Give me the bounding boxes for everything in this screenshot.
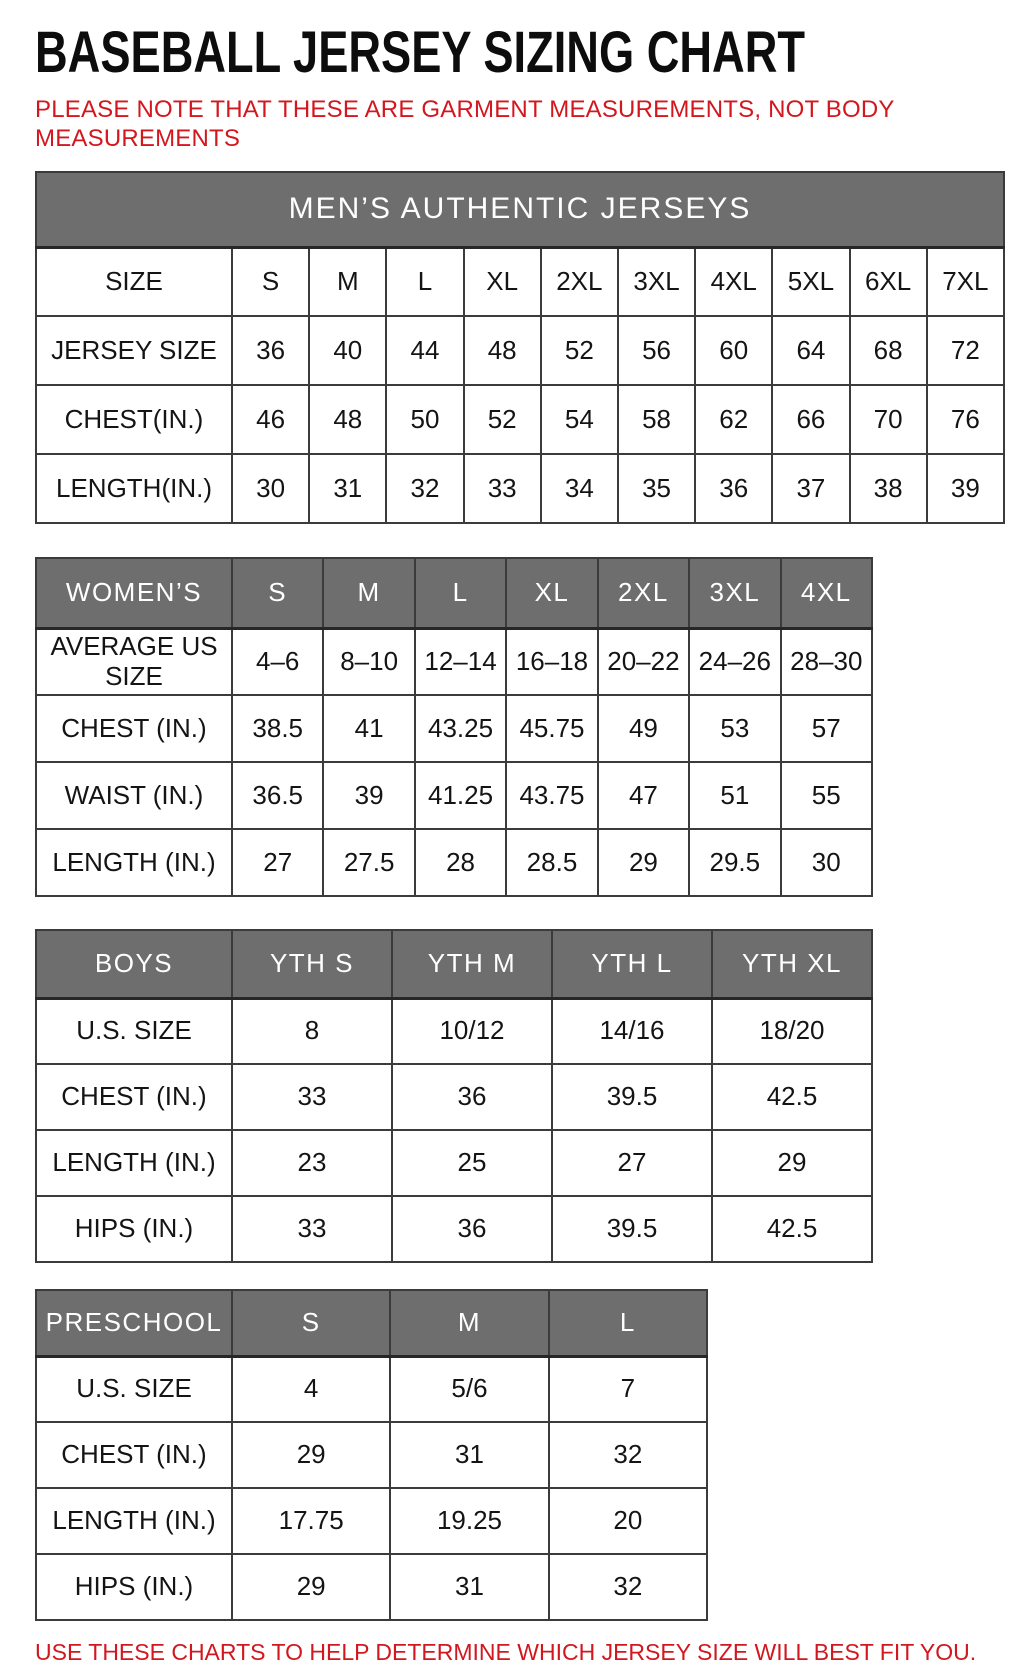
womens-header-row — [36, 558, 872, 628]
value-cell: 52 — [541, 316, 618, 385]
value-cell: 23 — [232, 1130, 392, 1196]
value-cell: 32 — [386, 454, 463, 523]
value-cell: 70 — [850, 385, 927, 454]
value-cell: 48 — [309, 385, 386, 454]
column-header: 4XL — [781, 558, 872, 628]
value-cell: 29 — [232, 1554, 390, 1620]
value-cell: 38 — [850, 454, 927, 523]
value-cell: 33 — [232, 1064, 392, 1130]
table-row — [36, 695, 872, 762]
value-cell: 30 — [232, 454, 309, 523]
value-cell: 2XL — [541, 247, 618, 316]
table-row — [36, 1554, 707, 1620]
table-row — [36, 1196, 872, 1262]
column-header: YTH S — [232, 930, 392, 998]
table-row — [36, 1064, 872, 1130]
value-cell: 43.75 — [506, 762, 597, 829]
value-cell: 12–14 — [415, 628, 506, 695]
value-cell: 56 — [618, 316, 695, 385]
value-cell: 7 — [549, 1356, 707, 1422]
table-row — [36, 1130, 872, 1196]
value-cell: 24–26 — [689, 628, 780, 695]
value-cell: 28.5 — [506, 829, 597, 896]
table-row — [36, 385, 1004, 454]
garment-measurements-note: PLEASE NOTE THAT THESE ARE GARMENT MEASUREMENTS, NOT BODY MEASUREMENTS — [35, 96, 895, 152]
value-cell: 7XL — [927, 247, 1004, 316]
value-cell: 33 — [232, 1196, 392, 1262]
value-cell: 28–30 — [781, 628, 872, 695]
value-cell: 30 — [781, 829, 872, 896]
value-cell: 36 — [392, 1064, 552, 1130]
womens-sizing-table — [35, 557, 873, 897]
value-cell: 31 — [390, 1554, 548, 1620]
row-label: CHEST (IN.) — [36, 1064, 232, 1130]
value-cell: 29 — [712, 1130, 872, 1196]
table-row — [36, 316, 1004, 385]
preschool-corner-header: PRESCHOOL — [36, 1290, 232, 1356]
mens-sizing-table — [35, 171, 1005, 524]
value-cell: 10/12 — [392, 998, 552, 1064]
value-cell: 52 — [464, 385, 541, 454]
row-label: HIPS (IN.) — [36, 1554, 232, 1620]
page-title: BASEBALL JERSEY SIZING CHART — [35, 20, 806, 85]
value-cell: 32 — [549, 1422, 707, 1488]
value-cell: S — [232, 247, 309, 316]
value-cell: 27.5 — [323, 829, 414, 896]
value-cell: 64 — [772, 316, 849, 385]
mens-table-banner: MEN’S AUTHENTIC JERSEYS — [36, 172, 1004, 247]
value-cell: 25 — [392, 1130, 552, 1196]
value-cell: 40 — [309, 316, 386, 385]
value-cell: 16–18 — [506, 628, 597, 695]
value-cell: 34 — [541, 454, 618, 523]
value-cell: 44 — [386, 316, 463, 385]
value-cell: 50 — [386, 385, 463, 454]
value-cell: 29.5 — [689, 829, 780, 896]
value-cell: 27 — [232, 829, 323, 896]
preschool-header-row — [36, 1290, 707, 1356]
value-cell: M — [309, 247, 386, 316]
value-cell: 20 — [549, 1488, 707, 1554]
womens-corner-header: WOMEN’S — [36, 558, 232, 628]
column-header: YTH M — [392, 930, 552, 998]
value-cell: 62 — [695, 385, 772, 454]
row-label: CHEST (IN.) — [36, 695, 232, 762]
value-cell: 14/16 — [552, 998, 712, 1064]
column-header: 2XL — [598, 558, 689, 628]
value-cell: 31 — [309, 454, 386, 523]
value-cell: 4XL — [695, 247, 772, 316]
column-header: XL — [506, 558, 597, 628]
value-cell: 4–6 — [232, 628, 323, 695]
table-row — [36, 454, 1004, 523]
value-cell: 29 — [232, 1422, 390, 1488]
value-cell: 51 — [689, 762, 780, 829]
row-label: JERSEY SIZE — [36, 316, 232, 385]
value-cell: 57 — [781, 695, 872, 762]
column-header: S — [232, 558, 323, 628]
value-cell: 38.5 — [232, 695, 323, 762]
column-header: M — [390, 1290, 548, 1356]
value-cell: 36 — [695, 454, 772, 523]
row-label: WAIST (IN.) — [36, 762, 232, 829]
value-cell: 6XL — [850, 247, 927, 316]
value-cell: 58 — [618, 385, 695, 454]
row-label: U.S. SIZE — [36, 1356, 232, 1422]
value-cell: 41 — [323, 695, 414, 762]
value-cell: 60 — [695, 316, 772, 385]
row-label: LENGTH (IN.) — [36, 829, 232, 896]
value-cell: 18/20 — [712, 998, 872, 1064]
value-cell: 27 — [552, 1130, 712, 1196]
value-cell: XL — [464, 247, 541, 316]
column-header: L — [415, 558, 506, 628]
value-cell: 35 — [618, 454, 695, 523]
value-cell: 32 — [549, 1554, 707, 1620]
value-cell: 76 — [927, 385, 1004, 454]
row-label: AVERAGE US SIZE — [36, 628, 232, 695]
row-label: CHEST (IN.) — [36, 1422, 232, 1488]
value-cell: 49 — [598, 695, 689, 762]
value-cell: 36.5 — [232, 762, 323, 829]
table-row — [36, 1488, 707, 1554]
value-cell: 36 — [392, 1196, 552, 1262]
table-row — [36, 762, 872, 829]
value-cell: 8–10 — [323, 628, 414, 695]
value-cell: 39 — [927, 454, 1004, 523]
row-label: LENGTH(IN.) — [36, 454, 232, 523]
column-header: S — [232, 1290, 390, 1356]
table-row — [36, 628, 872, 695]
value-cell: 5/6 — [390, 1356, 548, 1422]
table-row — [36, 1356, 707, 1422]
value-cell: 42.5 — [712, 1196, 872, 1262]
value-cell: 29 — [598, 829, 689, 896]
boys-sizing-table — [35, 929, 873, 1263]
value-cell: 3XL — [618, 247, 695, 316]
value-cell: 39.5 — [552, 1196, 712, 1262]
value-cell: 48 — [464, 316, 541, 385]
boys-corner-header: BOYS — [36, 930, 232, 998]
column-header: 3XL — [689, 558, 780, 628]
column-header: M — [323, 558, 414, 628]
value-cell: 19.25 — [390, 1488, 548, 1554]
value-cell: 54 — [541, 385, 618, 454]
table-row — [36, 1422, 707, 1488]
value-cell: 4 — [232, 1356, 390, 1422]
mens-table-banner-row — [36, 172, 1004, 247]
table-row — [36, 998, 872, 1064]
value-cell: 17.75 — [232, 1488, 390, 1554]
value-cell: L — [386, 247, 463, 316]
column-header: L — [549, 1290, 707, 1356]
table-row — [36, 829, 872, 896]
column-header: YTH XL — [712, 930, 872, 998]
row-label: U.S. SIZE — [36, 998, 232, 1064]
value-cell: 36 — [232, 316, 309, 385]
value-cell: 20–22 — [598, 628, 689, 695]
value-cell: 28 — [415, 829, 506, 896]
value-cell: 55 — [781, 762, 872, 829]
boys-header-row — [36, 930, 872, 998]
value-cell: 33 — [464, 454, 541, 523]
row-label: HIPS (IN.) — [36, 1196, 232, 1262]
value-cell: 39.5 — [552, 1064, 712, 1130]
value-cell: 5XL — [772, 247, 849, 316]
value-cell: 72 — [927, 316, 1004, 385]
row-label: CHEST(IN.) — [36, 385, 232, 454]
value-cell: 68 — [850, 316, 927, 385]
preschool-sizing-table — [35, 1289, 708, 1621]
value-cell: 42.5 — [712, 1064, 872, 1130]
value-cell: 37 — [772, 454, 849, 523]
value-cell: 47 — [598, 762, 689, 829]
row-label: SIZE — [36, 247, 232, 316]
value-cell: 53 — [689, 695, 780, 762]
table-row — [36, 247, 1004, 316]
value-cell: 66 — [772, 385, 849, 454]
value-cell: 43.25 — [415, 695, 506, 762]
value-cell: 41.25 — [415, 762, 506, 829]
value-cell: 31 — [390, 1422, 548, 1488]
footer-note: USE THESE CHARTS TO HELP DETERMINE WHICH JERSEY SIZE WILL BEST FIT YOU. — [35, 1639, 977, 1665]
value-cell: 39 — [323, 762, 414, 829]
row-label: LENGTH (IN.) — [36, 1130, 232, 1196]
value-cell: 45.75 — [506, 695, 597, 762]
column-header: YTH L — [552, 930, 712, 998]
row-label: LENGTH (IN.) — [36, 1488, 232, 1554]
value-cell: 8 — [232, 998, 392, 1064]
value-cell: 46 — [232, 385, 309, 454]
